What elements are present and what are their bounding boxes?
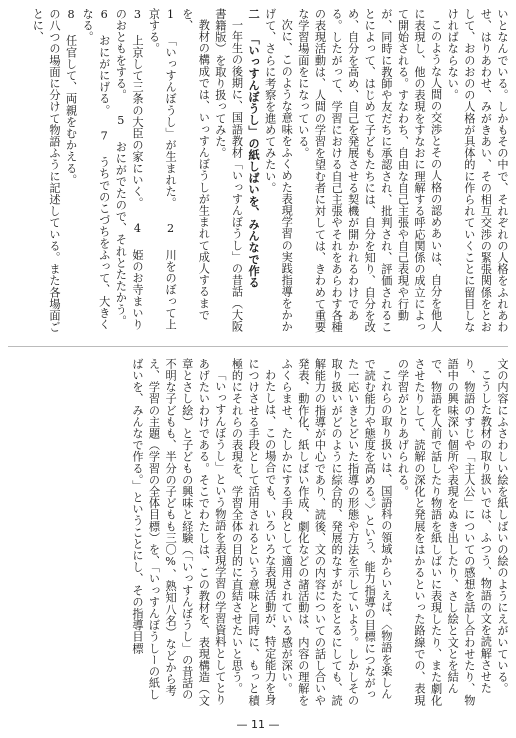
section-heading: 二 「いっすんぼうし」の紙しばいを、みんなで作る xyxy=(247,8,261,289)
lower-text-column xyxy=(4,358,510,710)
paragraph: このような人間の交渉とその人格の認めあいは、自分を他人に表現し、他の表現をすなおに理解する呼応関係の成立によって開始される。すなわち、自由な自己主張や自己表現や行動が、同時に教師や友だちに承認され、批判され、評価されることによって、はじめて子どもたちには、自分を知り、自分を改め、自分を高め、自己を発展させる契機が開かれるわけである。したがって、学習における自己主張やそれをあらわす各種の表現活動は、人間の学習を望む者に対しては、きわめて重要な学習場面をになっている。 xyxy=(296,8,443,333)
paragraph: 「いっすんぼうし」という物語を表現学習の学習資料としてとりあげたいわけである。そこでわたしは、この教材を、表現構造（文章とさし絵）と子どもの興味と経験（「いっすんぼうし」の昔話の不明な子どもも、半分の子どもも三〇%、熟知八名）などから考え、学習の主題（学習の全体目標）を、「いっすんぼうしーの紙しばいを、みんなで作る。」ということにし、その指導目標 xyxy=(130,358,227,706)
paragraph: こうした教材の取り扱いでは、ふつう、物語の文を読解させたり、物語のすじや「主人公」についての感想を話し合わせたり、物語中の興味深い個所や表現をぬき出したり、さし絵と文とを結んで、物語を人前で話したり物語を紙しばいに表現したり、また劇化させたりして、読解の深化と発展をはかるといった路線での、表現の学習がとりあげられる。 xyxy=(396,358,493,706)
paragraph: 一年生の後期に、国語教材「いっすんぼうし」の昔話（大阪書籍版）を取り扱ってみた。 xyxy=(213,8,244,333)
list-item: 8 任官して、両親をむかえる。 xyxy=(64,8,78,186)
list-item: 3 上京して三条の大臣の家にいく。 4 姫のお寺まいりのおともをする。 5 おにがでたので、それとたたかう。 6 おにがにげる。 7 うちでのこづちをふって、大きくなる。 xyxy=(81,8,144,331)
page-number: — 11 — xyxy=(236,718,280,731)
list-item: 1 「いっすんぼうし」が生まれた。 2 川をのぼって上京する。 xyxy=(147,8,178,331)
paragraph: わたしは、この場合でも、いろいろな表現活動が、特定能力を身につけさせる手段として活用されるという意味と同時に、もっと積極的にそれらの表現を、学習全体の目的に直結させたいと思う。 xyxy=(230,358,277,706)
paragraph: 文の内容にふさわしい絵を紙しばいの絵のようにえがいている。 xyxy=(496,358,509,695)
column-divider xyxy=(8,346,508,347)
paragraph: 次に、このような意味をふくめた表現学習の実践指導をかかげて、さらに考察を進めてみたい。 xyxy=(263,8,294,333)
paragraph: の八つの場面に分けて物語ふうに記述している。また各場面ごとに、 xyxy=(31,8,61,333)
upper-text-column xyxy=(4,8,510,336)
paragraph: これらの取り扱いは、国語科の領域からいえば、〈物語を楽しんで読む能力や態度を高める。〉という、能力指導の目標につながった一応いきとどいた指導の形態や方法を示していよう。しかしその取り扱いがどのように綜合的、発展的なすがたをとるにしても、読解能力の指導が中心であり、読後、文の内容についての話し合いや発表、動作化、紙しばい作成、劇化などの諸活動は、内容の理解をふくらませ、たしかにする手段として適用されている感が深い。 xyxy=(280,358,393,706)
paragraph: 教材の構成では、いっすんぼうしが生まれて成人するまでを、 xyxy=(180,8,211,321)
paragraph: いとなんでいる。しかもその中で、それぞれの人格をふれあわせ、はりあわせ、みがきあい、その相互交渉の緊張関係をとおして、おのおのの人格が具体的に作られていくことに留目しなければならない。 xyxy=(446,8,509,333)
